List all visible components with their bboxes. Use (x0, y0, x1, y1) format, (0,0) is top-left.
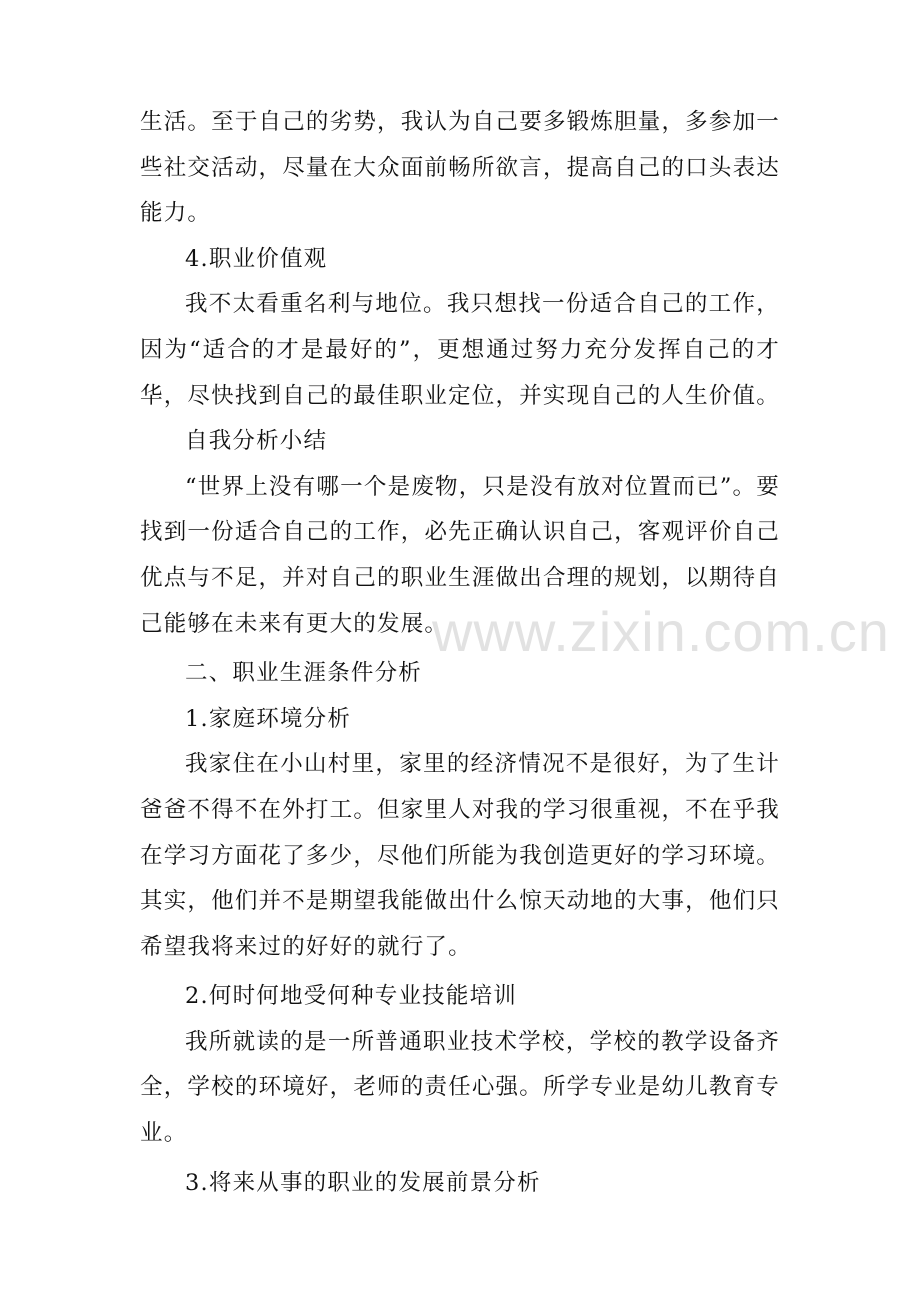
heading-career-conditions: 二、职业生涯条件分析 (185, 660, 423, 687)
heading-skills-training: 2.何时何地受何种专业技能培训 (185, 983, 517, 1010)
paragraph-self-analysis-summary: “世界上没有哪一个是废物，只是没有放对位置而已”。要找到一份适合自己的工作，必先正确认识自己，客观评价自己优点与不足，并对自己的职业生涯做出合理的规划，以期待自己能够在未来有更大的发展。 (140, 473, 780, 637)
watermark-text: www.zixin.com.cn (432, 600, 890, 663)
paragraph-family-environment: 我家住在小山村里，家里的经济情况不是很好，为了生计爸爸不得不在外打工。但家里人对我的学习很重视，不在乎我在学习方面花了多少，尽他们所能为我创造更好的学习环境。其实，他们并不是期望我能做出什么惊天动地的大事，他们只希望我将来过的好好的就行了。 (140, 751, 780, 960)
heading-career-prospects: 3.将来从事的职业的发展前景分析 (185, 1169, 541, 1196)
heading-family-environment: 1.家庭环境分析 (185, 705, 352, 732)
paragraph-skills-training: 我所就读的是一所普通职业技术学校，学校的教学设备齐全，学校的环境好，老师的责任心强。所学专业是幼儿教育专业。 (140, 1028, 780, 1147)
paragraph-career-values: 我不太看重名利与地位。我只想找一份适合自己的工作，因为“适合的才是最好的”，更想通过努力充分发挥自己的才华，尽快找到自己的最佳职业定位，并实现自己的人生价值。 (140, 291, 780, 409)
heading-self-analysis-summary: 自我分析小结 (185, 428, 328, 455)
heading-career-values: 4.职业价值观 (185, 245, 328, 272)
paragraph-weakness-conclusion: 生活。至于自己的劣势，我认为自己要多锻炼胆量，多参加一些社交活动，尽量在大众面前畅所欲言，提高自己的口头表达能力。 (140, 109, 780, 227)
